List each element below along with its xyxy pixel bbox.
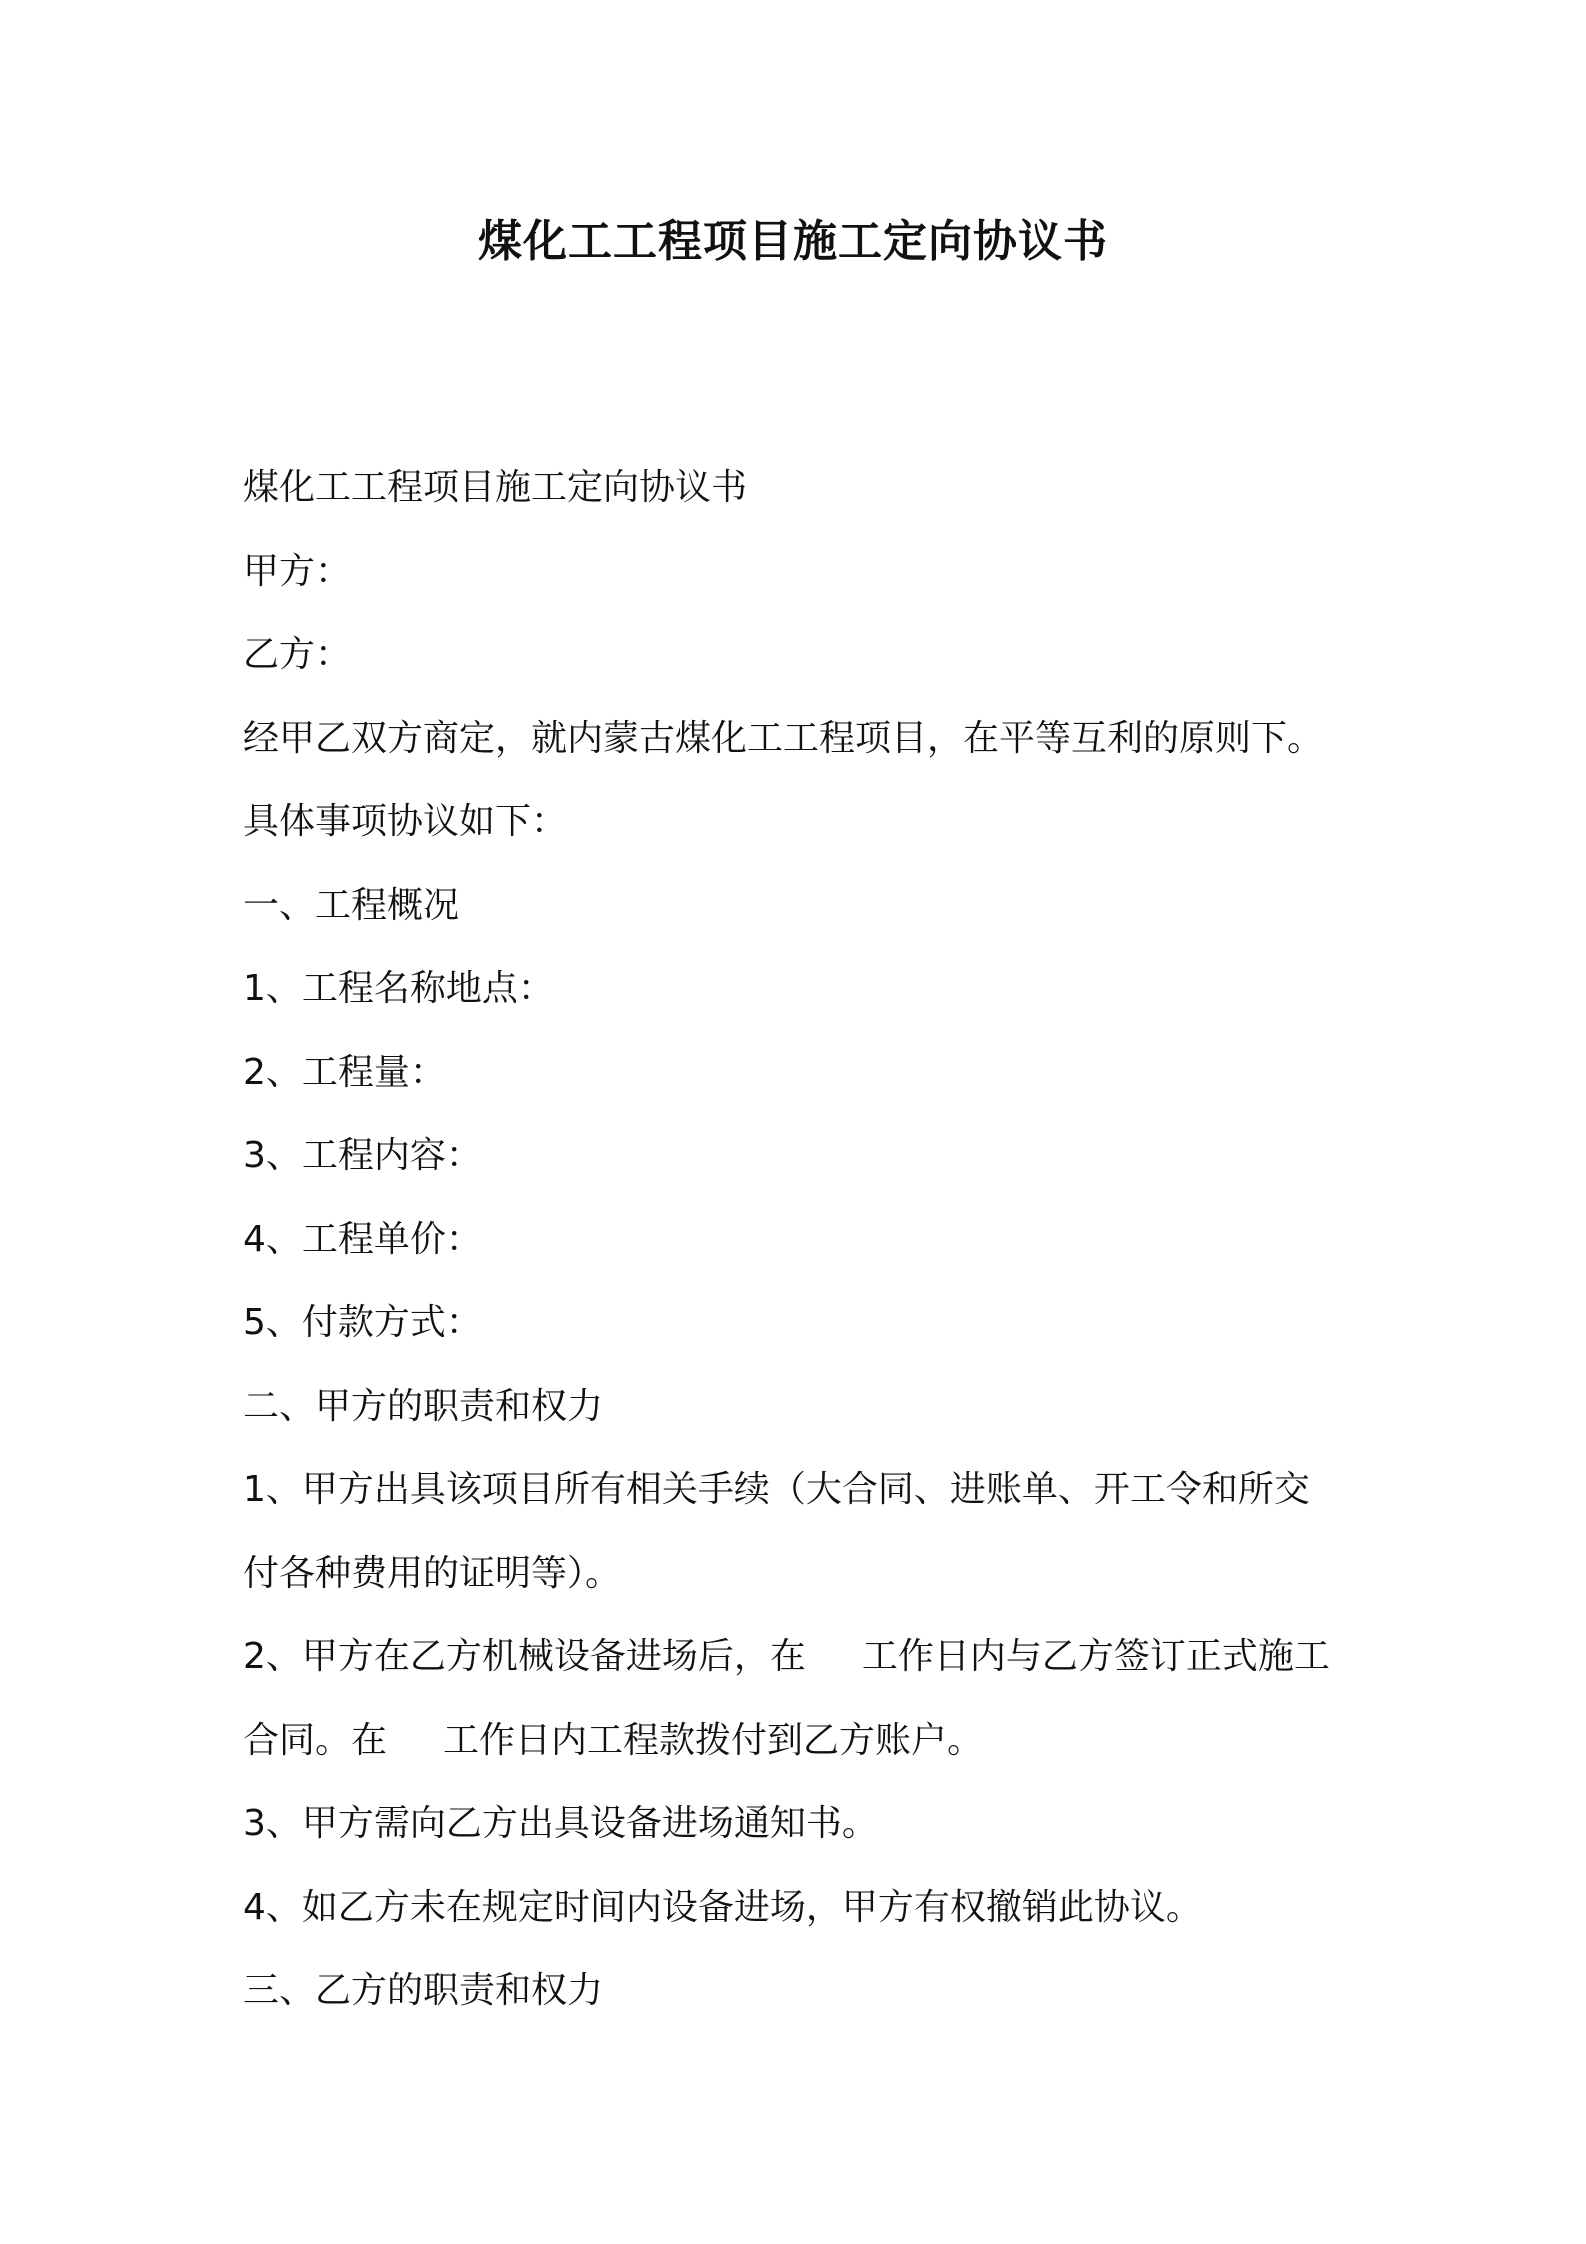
paragraph-subtitle: 煤化工工程项目施工定向协议书: [243, 467, 748, 508]
clause-2-3: 3、甲方需向乙方出具设备进场通知书。: [243, 1803, 878, 1844]
clause-1-3: 3、工程内容：: [243, 1135, 482, 1176]
clause-2-2-text-c: 合同。在: [243, 1719, 388, 1761]
clause-2-2-text-a: 2、甲方在乙方机械设备进场后，在: [243, 1636, 806, 1677]
party-b-line: 乙方：: [243, 634, 352, 675]
section-heading-3: 三、乙方的职责和权力: [243, 1970, 604, 2011]
clause-2-2-line-2: [243, 1699, 1363, 1783]
party-a-line: 甲方：: [243, 550, 352, 592]
clause-2-2-text-b: 工作日内与乙方签订正式施工: [861, 1636, 1330, 1677]
document-title: 煤化工工程项目施工定向协议书: [478, 216, 1108, 267]
clause-2-1-line-1: 1、甲方出具该项目所有相关手续（大合同、进账单、开工令和所交: [243, 1469, 1310, 1510]
clause-2-1-line-2: 付各种费用的证明等）。: [243, 1552, 622, 1594]
agreement-intro-line: 具体事项协议如下：: [243, 801, 568, 842]
document-body: [243, 446, 1363, 2033]
clause-1-2: 2、工程量：: [243, 1051, 446, 1093]
section-heading-2: 二、甲方的职责和权力: [243, 1385, 604, 1427]
clause-1-4: 4、工程单价：: [243, 1218, 482, 1260]
clause-2-2-line-1: [243, 1615, 1363, 1699]
clause-2-4: 4、如乙方未在规定时间内设备进场，甲方有权撤销此协议。: [243, 1886, 1202, 1928]
clause-1-1: 1、工程名称地点：: [243, 968, 554, 1009]
section-heading-1: 一、工程概况: [243, 884, 460, 926]
clause-1-5: 5、付款方式：: [243, 1302, 482, 1343]
preamble-line: 经甲乙双方商定，就内蒙古煤化工工程项目，在平等互利的原则下。: [243, 717, 1324, 759]
clause-2-2-text-d: 工作日内工程款拨付到乙方账户。: [443, 1719, 984, 1761]
